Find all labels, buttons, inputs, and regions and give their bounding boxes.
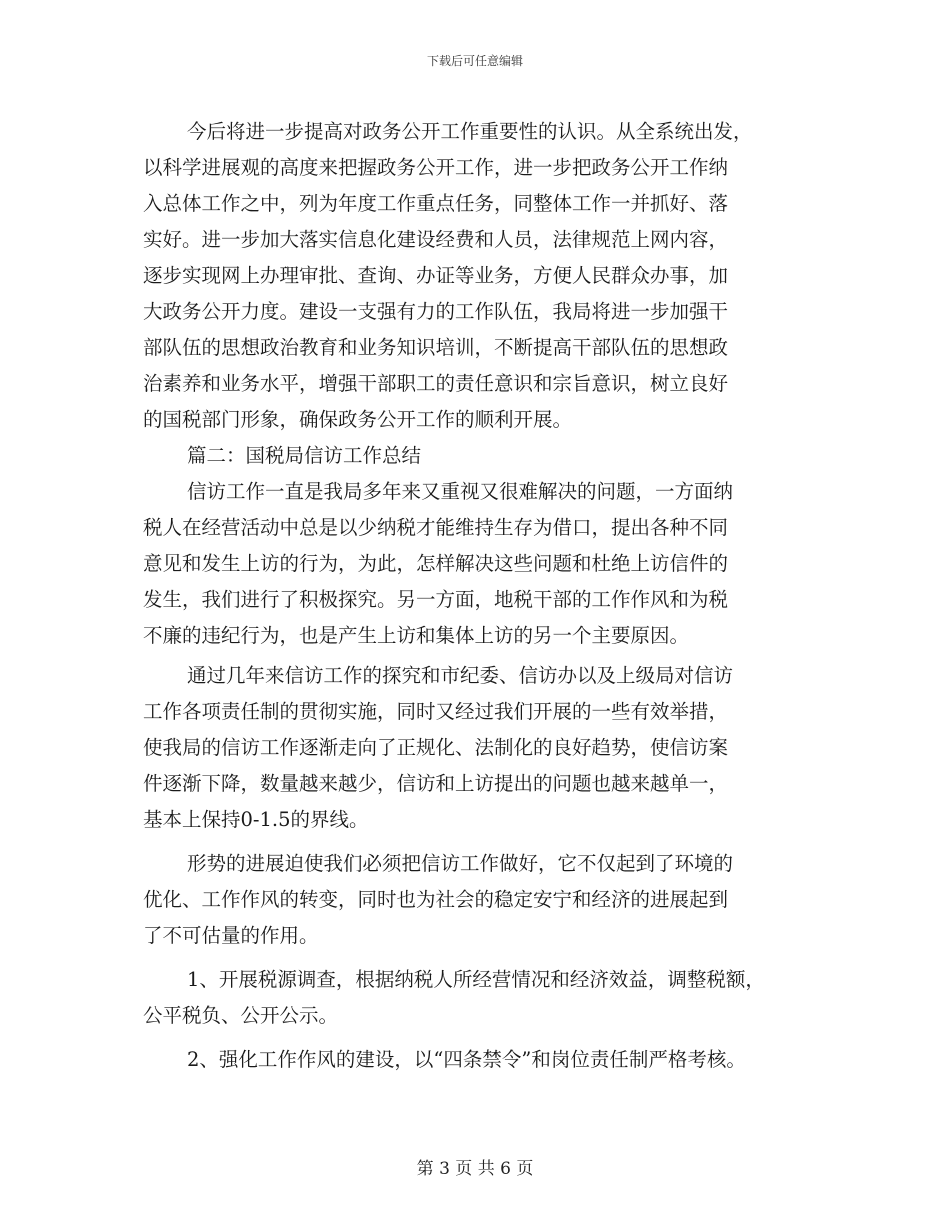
paragraph-line: 入总体工作之中，列为年度工作重点任务，同整体工作一并抓好、落 xyxy=(143,192,729,215)
paragraph-line: 优化、工作作风的转变，同时也为社会的稳定安宁和经济的进展起到 xyxy=(143,888,729,911)
list-item-line: 公平税负、公开公示。 xyxy=(143,1004,339,1027)
paragraph-line: 基本上保持0-1.5的界线。 xyxy=(143,808,369,831)
paragraph-line: 逐步实现网上办理审批、查询、办证等业务，方便人民群众办事，加 xyxy=(143,264,729,287)
list-item-line: 2、强化工作作风的建设，以“四条禁令”和岗位责任制严格考核。 xyxy=(187,1048,746,1071)
section-heading: 篇二：国税局信访工作总结 xyxy=(187,444,422,467)
paragraph-line: 使我局的信访工作逐渐走向了正规化、法制化的良好趋势，使信访案 xyxy=(143,736,729,759)
paragraph-line: 形势的进展迫使我们必须把信访工作做好，它不仅起到了环境的 xyxy=(187,852,734,875)
page-header: 下载后可任意编辑 xyxy=(426,54,523,68)
paragraph-line: 部队伍的思想政治教育和业务知识培训，不断提高干部队伍的思想政 xyxy=(143,336,729,359)
paragraph-line: 通过几年来信访工作的探究和市纪委、信访办以及上级局对信访 xyxy=(187,664,734,687)
paragraph-line: 意见和发生上访的行为，为此，怎样解决这些问题和杜绝上访信件的 xyxy=(143,552,729,575)
page-number: 第 3 页 共 6 页 xyxy=(416,1159,534,1179)
paragraph-line: 件逐渐下降，数量越来越少，信访和上访提出的问题也越来越单一， xyxy=(143,772,729,795)
list-item-line: 1、开展税源调查，根据纳税人所经营情况和经济效益，调整税额， xyxy=(187,968,765,991)
document-body xyxy=(143,114,843,1078)
paragraph-line: 工作各项责任制的贯彻实施，同时又经过我们开展的一些有效举措， xyxy=(143,700,729,723)
paragraph-line: 以科学进展观的高度来把握政务公开工作，进一步把政务公开工作纳 xyxy=(143,156,729,179)
paragraph-line: 大政务公开力度。建设一支强有力的工作队伍，我局将进一步加强干 xyxy=(143,300,729,323)
paragraph-line: 信访工作一直是我局多年来又重视又很难解决的问题，一方面纳 xyxy=(187,480,734,503)
paragraph-line: 发生，我们进行了积极探究。另一方面，地税干部的工作作风和为税 xyxy=(143,588,729,611)
paragraph-line: 今后将进一步提高对政务公开工作重要性的认识。从全系统出发， xyxy=(187,120,753,143)
paragraph-line: 实好。进一步加大落实信息化建设经费和人员，法律规范上网内容， xyxy=(143,228,729,251)
paragraph-line: 了不可估量的作用。 xyxy=(143,924,319,947)
paragraph-line: 治素养和业务水平，增强干部职工的责任意识和宗旨意识，树立良好 xyxy=(143,372,729,395)
paragraph-line: 不廉的违纪行为，也是产生上访和集体上访的另一个主要原因。 xyxy=(143,624,690,647)
paragraph-line: 税人在经营活动中总是以少纳税才能维持生存为借口，提出各种不同 xyxy=(143,516,729,539)
paragraph-line: 的国税部门形象，确保政务公开工作的顺利开展。 xyxy=(143,408,573,431)
